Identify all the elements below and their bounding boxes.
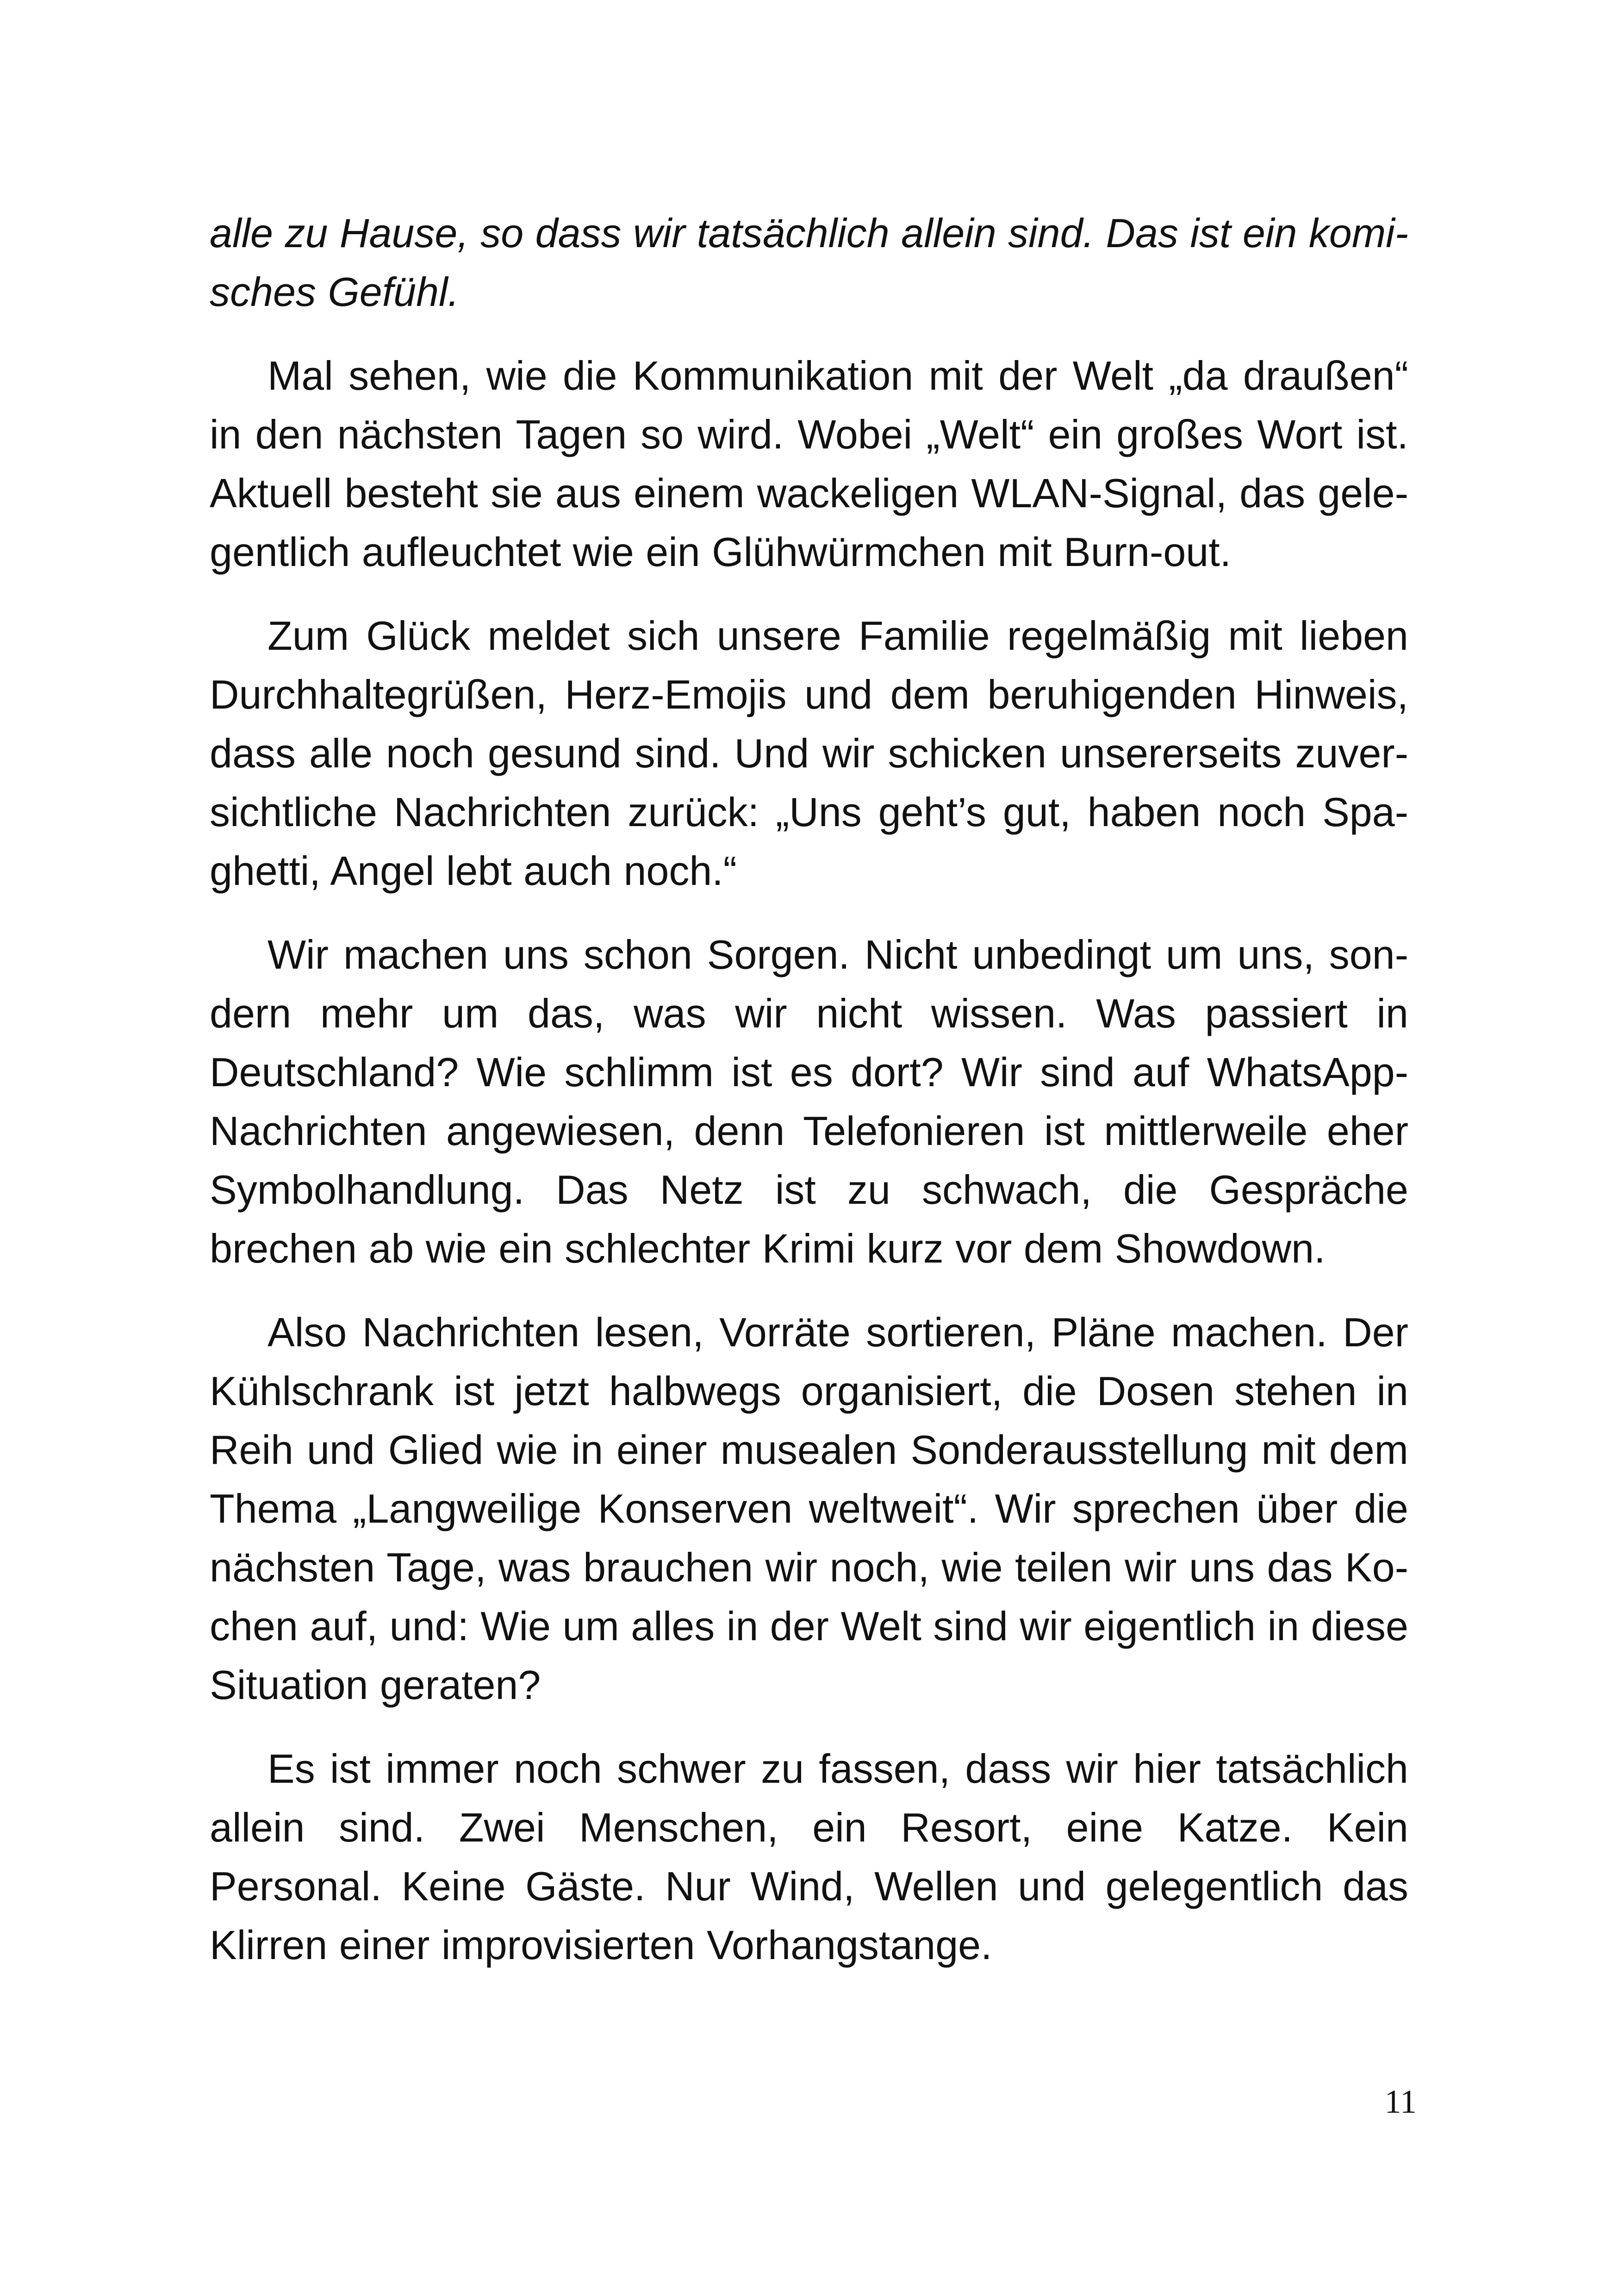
- paragraph-continuation: alle zu Hause, so dass wir tatsächlich allein sind. Das ist ein komisches Gefühl.: [210, 210, 1408, 315]
- paragraph: Es ist immer noch schwer zu fassen, dass wir hier tatsächlich allein sind. Zwei Menschen, ein Resort, eine Katze. Kein Personal. Keine Gäste. Nur Wind, Wellen und gelegentlich das Klirren einer improvisierten Vorhangstange.: [210, 1746, 1408, 1968]
- body-text: [210, 204, 1408, 1974]
- paragraph: Wir machen uns schon Sorgen. Nicht unbedingt um uns, sondern mehr um das, was wir nicht wissen. Was passiert in Deutschland? Wie schlimm ist es dort? Wir sind auf WhatsApp-Nachrichten angewiesen, denn Telefonieren ist mittlerweile eher Symbolhandlung. Das Netz ist zu schwach, die Gespräche brechen ab wie ein schlechter Krimi kurz vor dem Showdown.: [210, 932, 1408, 1271]
- paragraph: Also Nachrichten lesen, Vorräte sortieren, Pläne machen. Der Kühlschrank ist jetzt halbwegs organisiert, die Dosen stehen in Reih und Glied wie in einer musealen Sonderausstellung mit dem Thema „Langweilige Konserven weltweit“. Wir sprechen über die nächsten Tage, was brauchen wir noch, wie teilen wir uns das Kochen auf, und: Wie um alles in der Welt sind wir eigentlich in diese Situation geraten?: [210, 1309, 1408, 1708]
- paragraph: Zum Glück meldet sich unsere Familie regelmäßig mit lieben Durchhaltegrüßen, Herz-Emojis und dem beruhigenden Hinweis, dass alle noch gesund sind. Und wir schicken unsererseits zuversichtliche Nachrichten zurück: „Uns geht’s gut, haben noch Spaghetti, Angel lebt auch noch.“: [210, 613, 1408, 894]
- paragraph: Mal sehen, wie die Kommunikation mit der Welt „da draußen“ in den nächsten Tagen so wird. Wobei „Welt“ ein großes Wort ist. Aktuell besteht sie aus einem wackeligen WLAN-Signal, das gelegentlich aufleuchtet wie ein Glühwürmchen mit Burn-out.: [210, 353, 1408, 575]
- page-number: 11: [1384, 2083, 1417, 2120]
